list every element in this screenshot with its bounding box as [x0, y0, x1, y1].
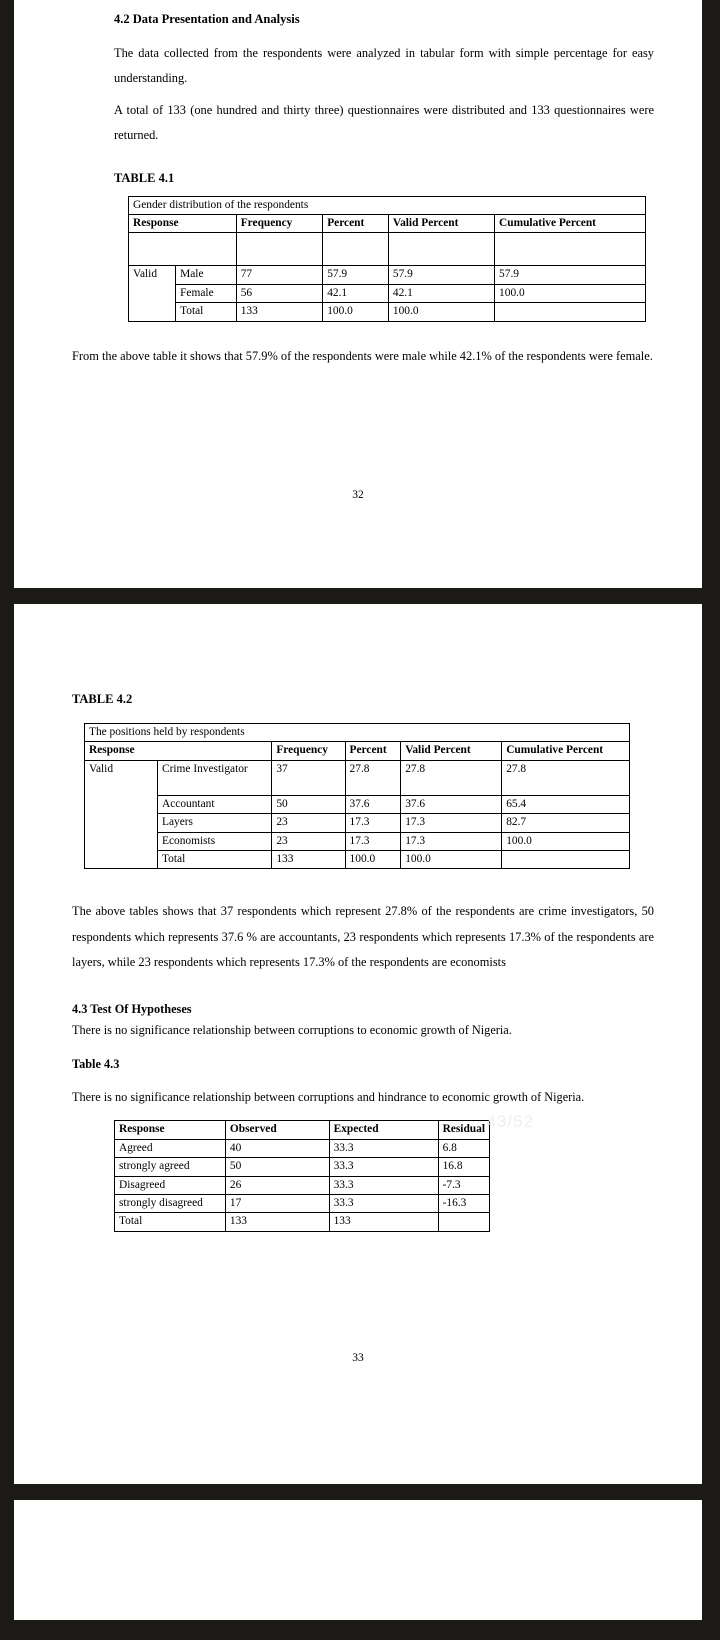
page-gap-1	[0, 588, 720, 604]
table-4-1-row-2-label: Total	[176, 303, 237, 321]
table-4-2	[84, 723, 630, 869]
table-4-3-row-4-observed: 133	[225, 1213, 329, 1231]
table-4-1-spacer-cell-4	[388, 233, 494, 266]
table-4-1-row-0-label: Male	[176, 266, 237, 284]
table-4-3-header-row	[115, 1121, 490, 1139]
table-4-1-spacer-cell-1	[129, 233, 237, 266]
table-4-2-row-4-label: Total	[158, 850, 272, 868]
table-4-2-row-1-frequency: 50	[272, 795, 345, 813]
table-4-3-row-0-observed: 40	[225, 1139, 329, 1157]
table-4-2-row-4-valid-percent: 100.0	[401, 850, 502, 868]
document-page-1	[14, 0, 702, 588]
table-4-1-row-0-percent: 57.9	[323, 266, 389, 284]
table-4-2-row-2-cumulative-percent: 82.7	[502, 814, 630, 832]
table-4-3-row-0-expected: 33.3	[329, 1139, 438, 1157]
page-number-32: 32	[352, 489, 364, 502]
table-4-2-caption: The positions held by respondents	[85, 724, 630, 742]
page-number-33: 33	[352, 1351, 364, 1364]
table-4-3-header-residual: Residual	[438, 1121, 489, 1139]
page-1-conclusion	[14, 322, 702, 369]
table-4-3-wrapper	[14, 1120, 702, 1231]
table-4-1-spacer-cell-3	[323, 233, 389, 266]
table-4-3-row-4-residual	[438, 1213, 489, 1231]
table-4-3-row-4-expected: 133	[329, 1213, 438, 1231]
table-4-2-row-1-label: Accountant	[158, 795, 272, 813]
table-row	[85, 850, 630, 868]
table-4-1-caption: Gender distribution of the respondents	[129, 196, 646, 214]
table-4-1-row-1-label: Female	[176, 284, 237, 302]
table-4-3-row-1-response: strongly agreed	[115, 1158, 226, 1176]
table-4-3-header-expected: Expected	[329, 1121, 438, 1139]
table-4-2-row-2-percent: 17.3	[345, 814, 401, 832]
paragraph-gender-conclusion: From the above table it shows that 57.9% of the respondents were male while 42.1% of the respondents were female.	[72, 348, 653, 363]
table-row	[129, 284, 646, 302]
table-4-1-spacer-row	[129, 233, 646, 266]
table-4-2-row-0-valid-percent: 27.8	[401, 760, 502, 795]
table-4-2-row-4-cumulative-percent	[502, 850, 630, 868]
table-row	[85, 832, 630, 850]
table-4-1-row-1-frequency: 56	[236, 284, 322, 302]
table-4-3-intro: There is no significance relationship between corruptions and hindrance to economic growth of Nigeria.	[72, 1090, 585, 1105]
table-4-3-row-3-response: strongly disagreed	[115, 1195, 226, 1213]
table-4-1-row-2-valid-percent: 100.0	[388, 303, 494, 321]
table-4-3-row-1-residual: 16.8	[438, 1158, 489, 1176]
table-4-3-row-3-observed: 17	[225, 1195, 329, 1213]
table-row	[129, 303, 646, 321]
table-4-2-header-valid-percent: Valid Percent	[401, 742, 502, 760]
table-4-1-header-percent: Percent	[323, 215, 389, 233]
section-heading-4-3: 4.3 Test Of Hypotheses	[72, 1001, 192, 1016]
table-4-2-row-2-label: Layers	[158, 814, 272, 832]
table-4-1-header-response: Response	[129, 215, 237, 233]
table-4-1-row-2-percent: 100.0	[323, 303, 389, 321]
table-row	[115, 1139, 490, 1157]
table-4-2-header-cumulative-percent: Cumulative Percent	[502, 742, 630, 760]
table-4-2-header-response: Response	[85, 742, 272, 760]
table-4-3-row-2-response: Disagreed	[115, 1176, 226, 1194]
table-4-2-row-1-percent: 37.6	[345, 795, 401, 813]
table-4-2-row-2-frequency: 23	[272, 814, 345, 832]
table-4-2-label-wrap	[14, 606, 702, 707]
table-4-3-row-2-observed: 26	[225, 1176, 329, 1194]
page-1-content	[14, 2, 702, 186]
table-4-1-row-0-valid-percent: 57.9	[388, 266, 494, 284]
table-4-2-row-1-valid-percent: 37.6	[401, 795, 502, 813]
table-4-1-row-2-frequency: 133	[236, 303, 322, 321]
table-4-2-row-3-label: Economists	[158, 832, 272, 850]
table-4-2-row-3-cumulative-percent: 100.0	[502, 832, 630, 850]
table-4-3-row-4-response: Total	[115, 1213, 226, 1231]
table-4-2-row-0-cumulative-percent: 27.8	[502, 760, 630, 795]
paragraph-positions-analysis: The above tables shows that 37 respondents which represent 27.8% of the respondents are crime investigators, 50 respondents which represents 37.6 % are accountants, 23 respondents which represents 17.3% of the respondents are layers, while 23 respondents which represents 17.3% of the respondents are economists	[72, 904, 654, 970]
table-row	[129, 266, 646, 284]
table-4-3-row-2-expected: 33.3	[329, 1176, 438, 1194]
table-4-2-row-0-label: Crime Investigator	[158, 760, 272, 795]
table-4-3-row-1-observed: 50	[225, 1158, 329, 1176]
table-4-1-group-label: Valid	[129, 266, 176, 321]
table-row	[115, 1176, 490, 1194]
table-4-1-row-0-cumulative-percent: 57.9	[495, 266, 646, 284]
table-4-1-spacer-cell-2	[236, 233, 322, 266]
table-4-3-row-0-response: Agreed	[115, 1139, 226, 1157]
table-row	[85, 795, 630, 813]
table-4-3-header-observed: Observed	[225, 1121, 329, 1139]
document-page-3	[14, 1500, 702, 1620]
table-4-3-row-2-residual: -7.3	[438, 1176, 489, 1194]
hypothesis-statement-1: There is no significance relationship between corruptions to economic growth of Nigeria.	[72, 1022, 512, 1037]
table-4-1-label: TABLE 4.1	[114, 170, 175, 185]
document-page-2	[14, 604, 702, 1484]
watermark: 43/52	[486, 1112, 534, 1131]
page-2-text-block	[14, 869, 702, 1106]
section-heading-4-2: 4.2 Data Presentation and Analysis	[114, 12, 300, 26]
table-4-1-wrapper	[14, 196, 702, 322]
table-4-2-label: TABLE 4.2	[72, 692, 133, 706]
table-4-2-header-frequency: Frequency	[272, 742, 345, 760]
table-4-2-row-3-frequency: 23	[272, 832, 345, 850]
table-4-1-header-valid-percent: Valid Percent	[388, 215, 494, 233]
table-4-2-group-label: Valid	[85, 760, 158, 869]
table-4-1-row-0-frequency: 77	[236, 266, 322, 284]
table-4-3	[114, 1120, 490, 1231]
table-4-2-row-1-cumulative-percent: 65.4	[502, 795, 630, 813]
table-row	[85, 814, 630, 832]
table-4-1	[128, 196, 646, 322]
paragraph-data-collected: The data collected from the respondents were analyzed in tabular form with simple percentage for easy understanding.	[114, 46, 654, 86]
table-4-3-row-0-residual: 6.8	[438, 1139, 489, 1157]
table-row	[85, 760, 630, 795]
table-4-3-label: Table 4.3	[72, 1057, 120, 1072]
table-4-2-row-3-valid-percent: 17.3	[401, 832, 502, 850]
table-4-1-row-1-cumulative-percent: 100.0	[495, 284, 646, 302]
table-4-2-row-0-percent: 27.8	[345, 760, 401, 795]
table-4-1-caption-row	[129, 196, 646, 214]
table-4-2-wrapper	[14, 723, 702, 869]
table-4-2-header-percent: Percent	[345, 742, 401, 760]
table-4-2-caption-row	[85, 724, 630, 742]
table-row	[115, 1195, 490, 1213]
table-4-2-header-row	[85, 742, 630, 760]
paragraph-questionnaires: A total of 133 (one hundred and thirty three) questionnaires were distributed and 133 questionnaires were returned.	[114, 102, 654, 143]
table-4-2-row-4-frequency: 133	[272, 850, 345, 868]
table-4-2-row-0-frequency: 37	[272, 760, 345, 795]
table-4-1-row-2-cumulative-percent	[495, 303, 646, 321]
table-4-1-row-1-valid-percent: 42.1	[388, 284, 494, 302]
table-4-2-row-3-percent: 17.3	[345, 832, 401, 850]
table-4-1-spacer-cell-5	[495, 233, 646, 266]
table-4-3-row-3-expected: 33.3	[329, 1195, 438, 1213]
table-4-1-header-row	[129, 215, 646, 233]
table-4-1-header-frequency: Frequency	[236, 215, 322, 233]
table-4-2-row-4-percent: 100.0	[345, 850, 401, 868]
table-4-3-row-1-expected: 33.3	[329, 1158, 438, 1176]
table-4-3-row-3-residual: -16.3	[438, 1195, 489, 1213]
table-4-1-header-cumulative-percent: Cumulative Percent	[495, 215, 646, 233]
table-4-2-row-2-valid-percent: 17.3	[401, 814, 502, 832]
table-4-3-header-response: Response	[115, 1121, 226, 1139]
table-row	[115, 1213, 490, 1231]
page-gap-2	[0, 1484, 720, 1500]
table-4-1-row-1-percent: 42.1	[323, 284, 389, 302]
table-row	[115, 1158, 490, 1176]
